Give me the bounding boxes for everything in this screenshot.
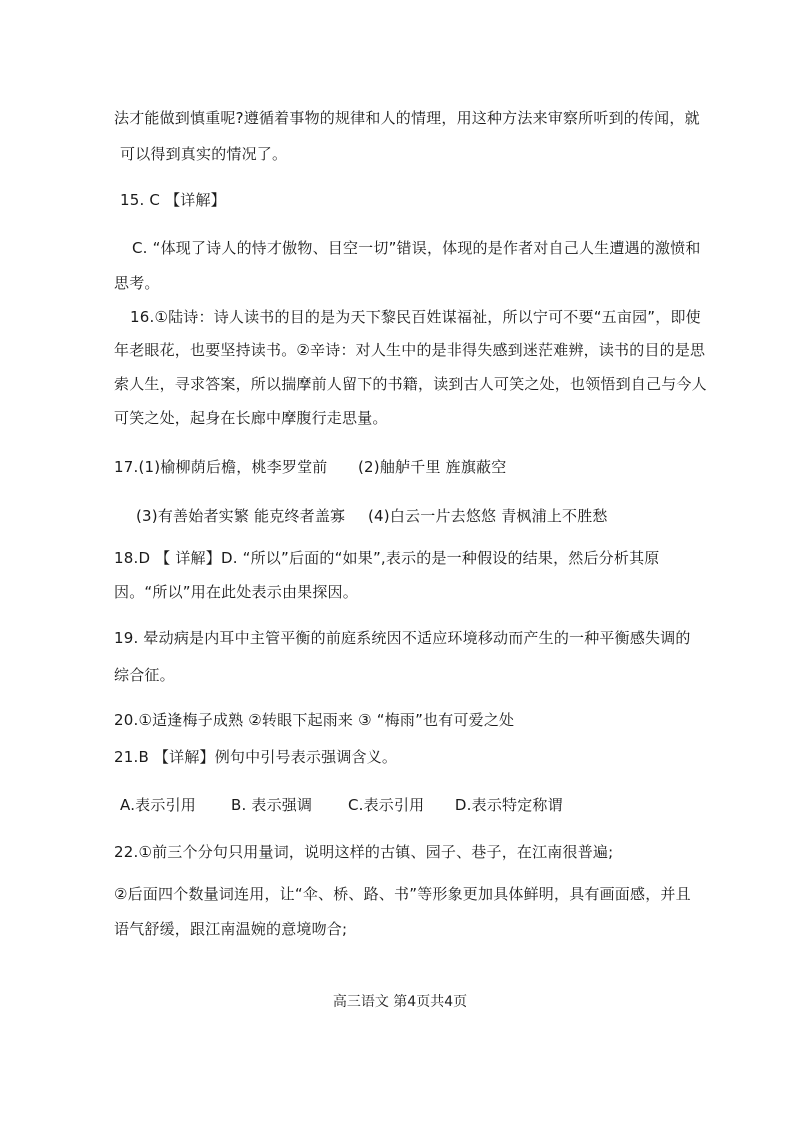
text-line: 语气舒缓，跟江南温婉的意境吻合; (114, 920, 348, 938)
question-17-part-3: (3)有善始者实繁 能克终者盖寡 (136, 507, 346, 525)
question-17-part-2: (2)舳舻千里 旌旗蔽空 (358, 458, 507, 476)
text-line: 综合征。 (114, 666, 175, 684)
question-18: 18.D 【 详解】D. “所以”后面的“如果”,表示的是一种假设的结果，然后分析其原 (114, 549, 660, 567)
page-footer: 高三语文 第4页共4页 (332, 994, 468, 1010)
question-20: 20.①适逢梅子成熟 ②转眼下起雨来 ③ “梅雨”也有可爱之处 (114, 711, 515, 729)
option-d: D.表示特定称谓 (454, 796, 563, 814)
question-15-header: 15. C 【详解】 (120, 191, 226, 209)
text-line: 可以得到真实的情况了。 (120, 145, 288, 163)
text-line: 思考。 (114, 274, 160, 292)
question-21: 21.B 【详解】例句中引号表示强调含义。 (114, 748, 398, 766)
option-a: A.表示引用 (120, 796, 196, 814)
question-17-part-1: 17.(1)榆柳荫后檐，桃李罗堂前 (114, 458, 328, 476)
text-line: 法才能做到慎重呢?遵循着事物的规律和人的情理，用这种方法来审察所听到的传闻，就 (114, 109, 700, 127)
text-line: 索人生，寻求答案，所以揣摩前人留下的书籍，读到古人可笑之处，也领悟到自己与今人 (114, 375, 707, 393)
text-line: ②后面四个数量词连用，让“伞、桥、路、书”等形象更加具体鲜明，具有画面感，并且 (114, 885, 691, 903)
text-line: C. “体现了诗人的恃才傲物、目空一切”错误，体现的是作者对自己人生遭遇的激愤和 (132, 239, 701, 257)
text-line: 年老眼花，也要坚持读书。②辛诗：对人生中的是非得失感到迷茫难辨，读书的目的是思 (114, 341, 706, 359)
option-b: B. 表示强调 (230, 796, 313, 814)
question-17-part-4: (4)白云一片去悠悠 青枫浦上不胜愁 (368, 507, 608, 525)
text-line: 可笑之处，起身在长廊中摩腹行走思量。 (114, 409, 388, 427)
question-22: 22.①前三个分句只用量词，说明这样的古镇、园子、巷子，在江南很普遍; (114, 843, 614, 861)
question-19: 19. 晕动病是内耳中主管平衡的前庭系统因不适应环境移动而产生的一种平衡感失调的 (114, 629, 691, 647)
question-21-options (120, 795, 563, 815)
question-16: 16.①陆诗：诗人读书的目的是为天下黎民百姓谋福祉，所以宁可不要“五亩园”，即使 (130, 308, 701, 326)
text-line: 因。“所以”用在此处表示由果探因。 (114, 583, 358, 601)
option-c: C.表示引用 (347, 796, 425, 814)
